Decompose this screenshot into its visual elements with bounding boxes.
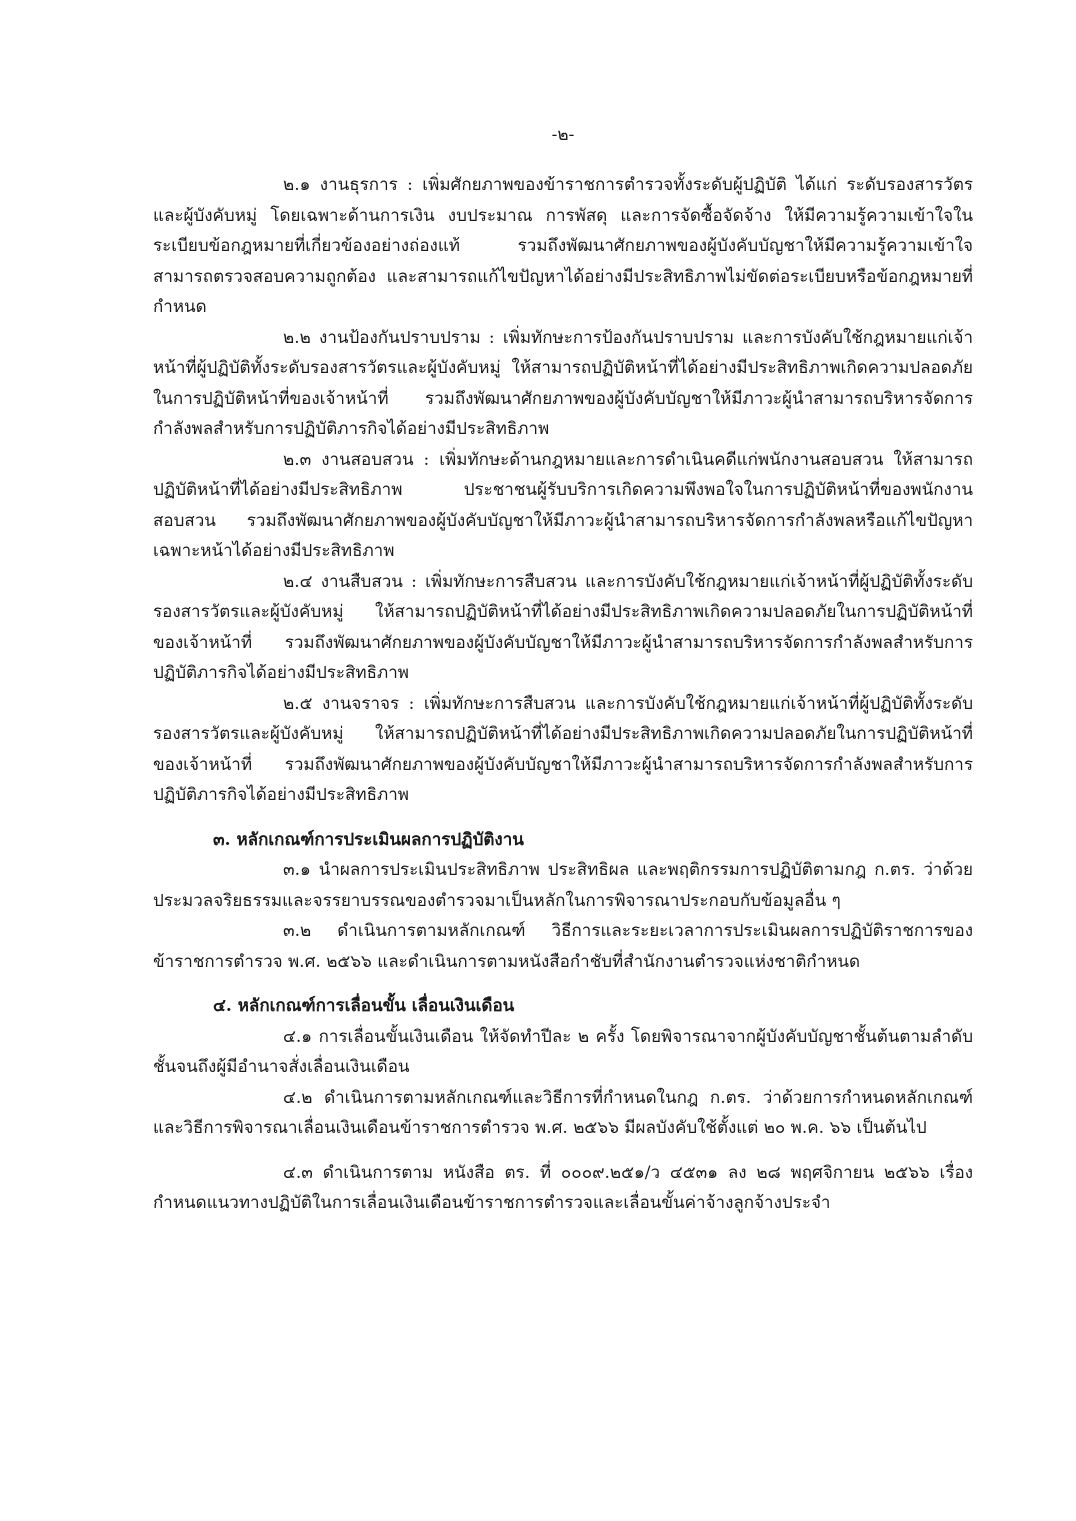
paragraph-2-1: ๒.๑ งานธุรการ : เพิ่มศักยภาพของข้าราชการตำรวจทั้งระดับผู้ปฏิบัติ ได้แก่ ระดับรองสารวัตรและผู้บังคับหมู่ โดยเฉพาะด้านการเงิน งบประมาณ การพัสดุ และการจัดซื้อจัดจ้าง ให้มีความรู้ความเข้าใจในระเบียบข้อกฎหมายที่เกี่ยวข้องอย่างถ่องแท้ รวมถึงพัฒนาศักยภาพของผู้บังคับบัญชาให้มีความรู้ความเข้าใจสามารถตรวจสอบความถูกต้อง และสามารถแก้ไขปัญหาได้อย่างมีประสิทธิภาพไม่ขัดต่อระเบียบหรือข้อกฎหมายที่กำหนด: [153, 175, 973, 317]
document-page: [153, 120, 973, 1219]
paragraph-2-5: ๒.๕ งานจราจร : เพิ่มทักษะการสืบสวน และการบังคับใช้กฎหมายแก่เจ้าหน้าที่ผู้ปฏิบัติทั้งระดับรองสารวัตรและผู้บังคับหมู่ ให้สามารถปฏิบัติหน้าที่ได้อย่างมีประสิทธิภาพเกิดความปลอดภัยในการปฏิบัติหน้าที่ของเจ้าหน้าที่ รวมถึงพัฒนาศักยภาพของผู้บังคับบัญชาให้มีภาวะผู้นำสามารถบริหารจัดการกำลังพลสำหรับการปฏิบัติภารกิจได้อย่างมีประสิทธิภาพ: [153, 693, 973, 805]
paragraph-4-1: ๔.๑ การเลื่อนขั้นเงินเดือน ให้จัดทำปีละ ๒ ครั้ง โดยพิจารณาจากผู้บังคับบัญชาชั้นต้นตามลำดับชั้นจนถึงผู้มีอำนาจสั่งเลื่อนเงินเดือน: [153, 1026, 973, 1077]
paragraph-2-3: ๒.๓ งานสอบสวน : เพิ่มทักษะด้านกฎหมายและการดำเนินคดีแก่พนักงานสอบสวน ให้สามารถปฏิบัติหน้าที่ได้อย่างมีประสิทธิภาพ ประชาชนผู้รับบริการเกิดความพึงพอใจในการปฏิบัติหน้าที่ของพนักงานสอบสวน รวมถึงพัฒนาศักยภาพของผู้บังคับบัญชาให้มีภาวะผู้นำสามารถบริหารจัดการกำลังพลหรือแก้ไขปัญหาเฉพาะหน้าได้อย่างมีประสิทธิภาพ: [153, 449, 973, 561]
paragraph-2-4: ๒.๔ งานสืบสวน : เพิ่มทักษะการสืบสวน และการบังคับใช้กฎหมายแก่เจ้าหน้าที่ผู้ปฏิบัติทั้งระดับรองสารวัตรและผู้บังคับหมู่ ให้สามารถปฏิบัติหน้าที่ได้อย่างมีประสิทธิภาพเกิดความปลอดภัยในการปฏิบัติหน้าที่ของเจ้าหน้าที่ รวมถึงพัฒนาศักยภาพของผู้บังคับบัญชาให้มีภาวะผู้นำสามารถบริหารจัดการกำลังพลสำหรับการปฏิบัติภารกิจได้อย่างมีประสิทธิภาพ: [153, 571, 973, 683]
paragraph-3-2: ๓.๒ ดำเนินการตามหลักเกณฑ์ วิธีการและระยะเวลาการประเมินผลการปฏิบัติราชการของข้าราชการตำรวจ พ.ศ. ๒๕๖๖ และดำเนินการตามหนังสือกำชับที่สำนักงานตำรวจแห่งชาติกำหนด: [153, 921, 973, 972]
section-3-heading: ๓. หลักเกณฑ์การประเมินผลการปฏิบัติงาน: [213, 829, 524, 850]
paragraph-4-3: ๔.๓ ดำเนินการตาม หนังสือ ตร. ที่ ๐๐๐๙.๒๕๑/ว ๔๕๓๑ ลง ๒๘ พฤศจิกายน ๒๕๖๖ เรื่อง กำหนดแนวทางปฏิบัติในการเลื่อนเงินเดือนข้าราชการตำรวจและเลื่อนขั้นค่าจ้างลูกจ้างประจำ: [153, 1162, 973, 1213]
paragraph-3-1: ๓.๑ นำผลการประเมินประสิทธิภาพ ประสิทธิผล และพฤติกรรมการปฏิบัติตามกฎ ก.ตร. ว่าด้วยประมวลจริยธรรมและจรรยาบรรณของตำรวจมาเป็นหลักในการพิจารณาประกอบกับข้อมูลอื่น ๆ: [153, 860, 973, 911]
page-number: -๒-: [551, 125, 575, 145]
section-4-heading: ๔. หลักเกณฑ์การเลื่อนขั้น เลื่อนเงินเดือน: [213, 996, 515, 1016]
paragraph-4-2: ๔.๒ ดำเนินการตามหลักเกณฑ์และวิธีการที่กำหนดในกฎ ก.ตร. ว่าด้วยการกำหนดหลักเกณฑ์และวิธีการพิจารณาเลื่อนเงินเดือนข้าราชการตำรวจ พ.ศ. ๒๕๖๖ มีผลบังคับใช้ตั้งแต่ ๒๐ พ.ค. ๖๖ เป็นต้นไป: [153, 1087, 973, 1138]
paragraph-2-2: ๒.๒ งานป้องกันปราบปราม : เพิ่มทักษะการป้องกันปราบปราม และการบังคับใช้กฎหมายแก่เจ้าหน้าที่ผู้ปฏิบัติทั้งระดับรองสารวัตรและผู้บังคับหมู่ ให้สามารถปฏิบัติหน้าที่ได้อย่างมีประสิทธิภาพเกิดความปลอดภัยในการปฏิบัติหน้าที่ของเจ้าหน้าที่ รวมถึงพัฒนาศักยภาพของผู้บังคับบัญชาให้มีภาวะผู้นำสามารถบริหารจัดการกำลังพลสำหรับการปฏิบัติภารกิจได้อย่างมีประสิทธิภาพ: [153, 327, 973, 439]
